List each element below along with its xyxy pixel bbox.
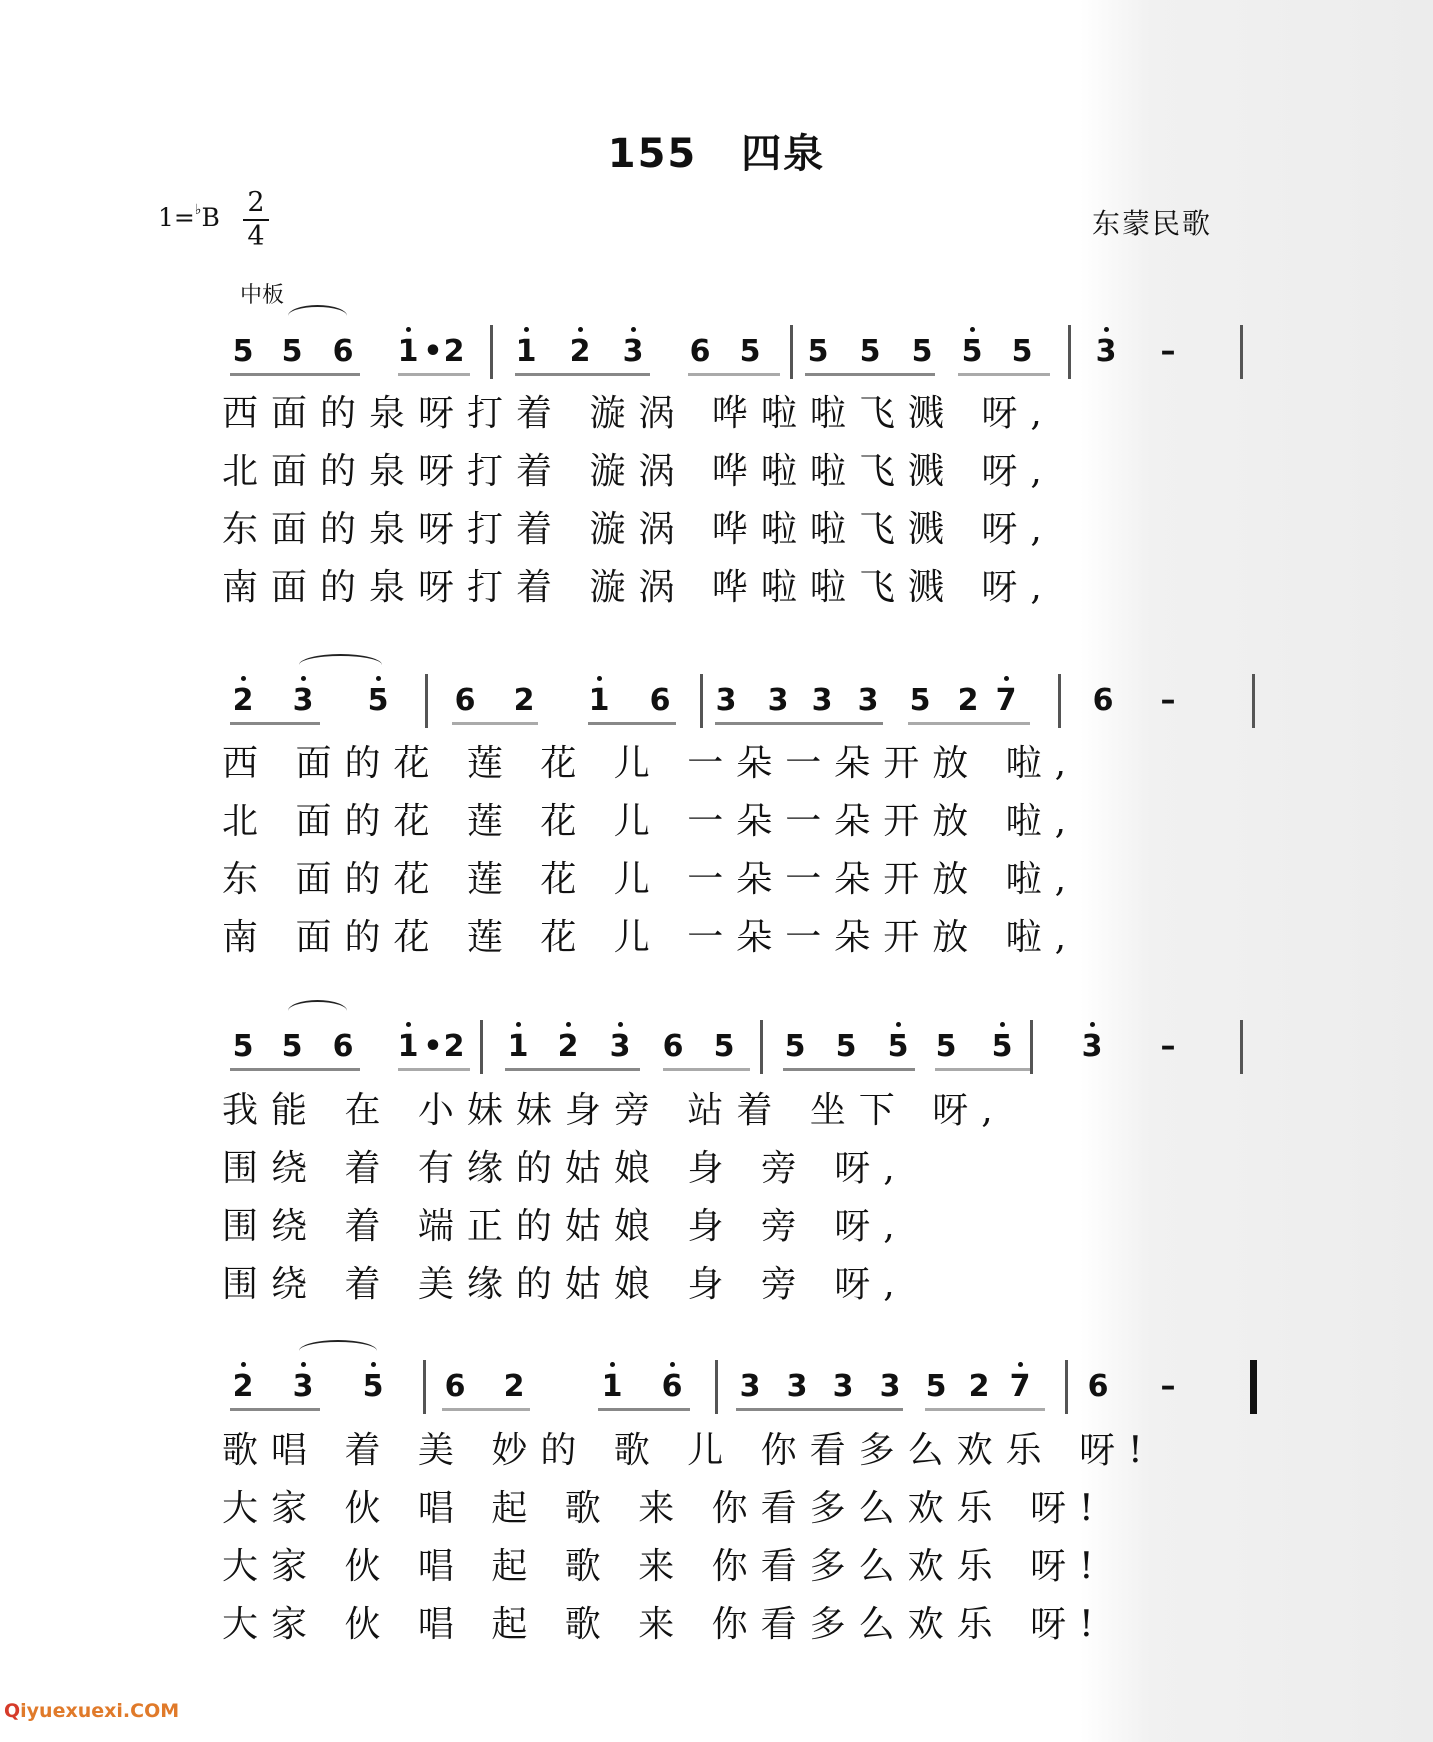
jianpu-note: 3 <box>1081 1029 1103 1064</box>
octave-dot <box>566 1022 571 1027</box>
beam-underline <box>925 1408 1045 1411</box>
jianpu-note: 5 <box>887 1029 909 1064</box>
tie-arc <box>299 1340 377 1362</box>
jianpu-note: 5 <box>367 683 389 718</box>
jianpu-note: 6 <box>332 1029 354 1064</box>
beam-underline <box>230 1408 320 1411</box>
jianpu-note: 5 <box>991 1029 1013 1064</box>
barline <box>700 674 703 728</box>
barline <box>1240 1020 1243 1074</box>
jianpu-note: 2 <box>232 1369 254 1404</box>
jianpu-note: 3 <box>739 1369 761 1404</box>
jianpu-note: 7 <box>995 683 1017 718</box>
lyric-line: 东 面的花 莲 花 儿 一朵一朵开放 啦, <box>222 859 1080 900</box>
jianpu-note: – <box>1160 334 1176 369</box>
jianpu-note: 3 <box>1095 334 1117 369</box>
octave-dot <box>1004 676 1009 681</box>
jianpu-note: 5 <box>713 1029 735 1064</box>
key-note: B <box>201 203 220 232</box>
jianpu-note: 5 <box>232 1029 254 1064</box>
beam-underline <box>230 722 320 725</box>
octave-dot <box>406 1022 411 1027</box>
octave-dot <box>516 1022 521 1027</box>
time-signature-bottom: 4 <box>247 221 265 252</box>
lyric-line: 北 面的花 莲 花 儿 一朵一朵开放 啦, <box>222 801 1080 842</box>
barline <box>1068 325 1071 379</box>
lyric-line: 围绕 着 美缘的姑娘 身 旁 呀, <box>222 1264 908 1305</box>
jianpu-note: 1 <box>397 1029 419 1064</box>
jianpu-note: 5 <box>1011 334 1033 369</box>
jianpu-note: 5 <box>739 334 761 369</box>
octave-dot <box>301 676 306 681</box>
jianpu-note: 6 <box>1087 1369 1109 1404</box>
octave-dot <box>524 327 529 332</box>
beam-underline <box>958 373 1050 376</box>
watermark <box>4 1700 179 1722</box>
lyric-line: 大家 伙 唱 起 歌 来 你看多么欢乐 呀! <box>222 1546 1107 1587</box>
watermark-q: Q <box>4 1700 21 1722</box>
jianpu-note: 1 <box>507 1029 529 1064</box>
jianpu-note: 2 <box>443 334 465 369</box>
lyric-line: 北面的泉呀打着 漩涡 哗啦啦飞溅 呀, <box>222 451 1055 492</box>
jianpu-note: 1 <box>601 1369 623 1404</box>
jianpu-note: 6 <box>661 1369 683 1404</box>
beam-underline <box>442 1408 530 1411</box>
jianpu-note: 5 <box>281 334 303 369</box>
jianpu-note: 5 <box>807 334 829 369</box>
octave-dot <box>670 1362 675 1367</box>
jianpu-note: 5 <box>281 1029 303 1064</box>
key-prefix: 1= <box>158 203 195 232</box>
jianpu-note: 7 <box>1009 1369 1031 1404</box>
key-signature <box>158 202 220 232</box>
barline <box>1030 1020 1033 1074</box>
jianpu-note: 2 <box>569 334 591 369</box>
jianpu-note: • <box>423 334 443 369</box>
jianpu-note: 2 <box>443 1029 465 1064</box>
jianpu-note: 3 <box>832 1369 854 1404</box>
barline <box>760 1020 763 1074</box>
octave-dot <box>1104 327 1109 332</box>
jianpu-note: 2 <box>957 683 979 718</box>
song-number: 155 <box>607 131 698 177</box>
jianpu-note: – <box>1160 1029 1176 1064</box>
jianpu-note: 6 <box>332 334 354 369</box>
lyric-line: 西 面的花 莲 花 儿 一朵一朵开放 啦, <box>222 743 1080 784</box>
jianpu-note: 5 <box>859 334 881 369</box>
beam-underline <box>715 722 883 725</box>
jianpu-note: 3 <box>857 683 879 718</box>
jianpu-note: 6 <box>689 334 711 369</box>
jianpu-note: – <box>1160 1369 1176 1404</box>
jianpu-note: 1 <box>397 334 419 369</box>
lyric-line: 东面的泉呀打着 漩涡 哗啦啦飞溅 呀, <box>222 509 1055 550</box>
jianpu-note: 2 <box>968 1369 990 1404</box>
lyric-line: 围绕 着 端正的姑娘 身 旁 呀, <box>222 1206 908 1247</box>
beam-underline <box>688 373 780 376</box>
jianpu-note: – <box>1160 683 1176 718</box>
tempo-marking: 中板 <box>240 283 285 308</box>
lyric-line: 大家 伙 唱 起 歌 来 你看多么欢乐 呀! <box>222 1488 1107 1529</box>
beam-underline <box>783 1068 915 1071</box>
octave-dot <box>371 1362 376 1367</box>
beam-underline <box>935 1068 1030 1071</box>
beam-underline <box>515 373 650 376</box>
jianpu-note: 3 <box>811 683 833 718</box>
octave-dot <box>618 1022 623 1027</box>
beam-underline <box>588 722 676 725</box>
jianpu-note: 5 <box>835 1029 857 1064</box>
octave-dot <box>597 676 602 681</box>
beam-underline <box>805 373 935 376</box>
barline <box>480 1020 483 1074</box>
octave-dot <box>406 327 411 332</box>
jianpu-note: 6 <box>444 1369 466 1404</box>
octave-dot <box>896 1022 901 1027</box>
octave-dot <box>970 327 975 332</box>
jianpu-note: 5 <box>961 334 983 369</box>
jianpu-note: • <box>423 1029 443 1064</box>
barline <box>1065 1360 1068 1414</box>
lyric-line: 歌唱 着 美 妙的 歌 儿 你看多么欢乐 呀! <box>222 1430 1156 1471</box>
jianpu-note: 5 <box>909 683 931 718</box>
octave-dot <box>610 1362 615 1367</box>
time-signature-top: 2 <box>247 187 265 218</box>
barline <box>1252 674 1255 728</box>
flat-sign: ♭ <box>194 202 202 218</box>
beam-underline <box>230 373 360 376</box>
beam-underline <box>908 722 1030 725</box>
beam-underline <box>398 1068 470 1071</box>
jianpu-note: 5 <box>925 1369 947 1404</box>
octave-dot <box>241 676 246 681</box>
jianpu-note: 3 <box>879 1369 901 1404</box>
jianpu-note: 3 <box>292 1369 314 1404</box>
watermark-text: iyuexuexi.COM <box>20 1700 180 1722</box>
jianpu-note: 1 <box>588 683 610 718</box>
octave-dot <box>1000 1022 1005 1027</box>
jianpu-note: 6 <box>649 683 671 718</box>
jianpu-note: 3 <box>767 683 789 718</box>
octave-dot <box>578 327 583 332</box>
lyric-line: 南 面的花 莲 花 儿 一朵一朵开放 啦, <box>222 917 1080 958</box>
song-name: 四泉 <box>741 131 826 177</box>
jianpu-note: 2 <box>557 1029 579 1064</box>
jianpu-note: 6 <box>662 1029 684 1064</box>
octave-dot <box>301 1362 306 1367</box>
jianpu-note: 3 <box>609 1029 631 1064</box>
song-title <box>0 122 1433 179</box>
beam-underline <box>663 1068 750 1071</box>
beam-underline <box>598 1408 690 1411</box>
tie-arc <box>288 305 347 327</box>
jianpu-note: 3 <box>622 334 644 369</box>
jianpu-note: 5 <box>935 1029 957 1064</box>
octave-dot <box>376 676 381 681</box>
lyric-line: 西面的泉呀打着 漩涡 哗啦啦飞溅 呀, <box>222 393 1055 434</box>
barline <box>715 1360 718 1414</box>
jianpu-note: 3 <box>715 683 737 718</box>
beam-underline <box>505 1068 640 1071</box>
lyric-line: 大家 伙 唱 起 歌 来 你看多么欢乐 呀! <box>222 1604 1107 1645</box>
song-origin: 东蒙民歌 <box>1092 207 1213 240</box>
jianpu-note: 5 <box>232 334 254 369</box>
beam-underline <box>736 1408 903 1411</box>
tie-arc <box>299 654 382 676</box>
lyric-line: 我能 在 小妹妹身旁 站着 坐下 呀, <box>222 1090 1006 1131</box>
beam-underline <box>398 373 470 376</box>
barline <box>1240 325 1243 379</box>
jianpu-note: 3 <box>786 1369 808 1404</box>
jianpu-note: 6 <box>1092 683 1114 718</box>
barline <box>490 325 493 379</box>
beam-underline <box>230 1068 360 1071</box>
jianpu-note: 2 <box>513 683 535 718</box>
octave-dot <box>241 1362 246 1367</box>
barline <box>1058 674 1061 728</box>
lyric-line: 围绕 着 有缘的姑娘 身 旁 呀, <box>222 1148 908 1189</box>
barline <box>425 674 428 728</box>
jianpu-note: 2 <box>232 683 254 718</box>
time-signature <box>243 188 269 252</box>
final-barline <box>1250 1360 1257 1414</box>
jianpu-note: 6 <box>454 683 476 718</box>
jianpu-note: 5 <box>784 1029 806 1064</box>
octave-dot <box>1090 1022 1095 1027</box>
octave-dot <box>1018 1362 1023 1367</box>
barline <box>790 325 793 379</box>
lyric-line: 南面的泉呀打着 漩涡 哗啦啦飞溅 呀, <box>222 567 1055 608</box>
barline <box>423 1360 426 1414</box>
jianpu-note: 1 <box>515 334 537 369</box>
jianpu-note: 5 <box>362 1369 384 1404</box>
jianpu-note: 3 <box>292 683 314 718</box>
octave-dot <box>631 327 636 332</box>
jianpu-note: 5 <box>911 334 933 369</box>
tie-arc <box>288 1000 347 1022</box>
jianpu-note: 2 <box>503 1369 525 1404</box>
beam-underline <box>452 722 538 725</box>
